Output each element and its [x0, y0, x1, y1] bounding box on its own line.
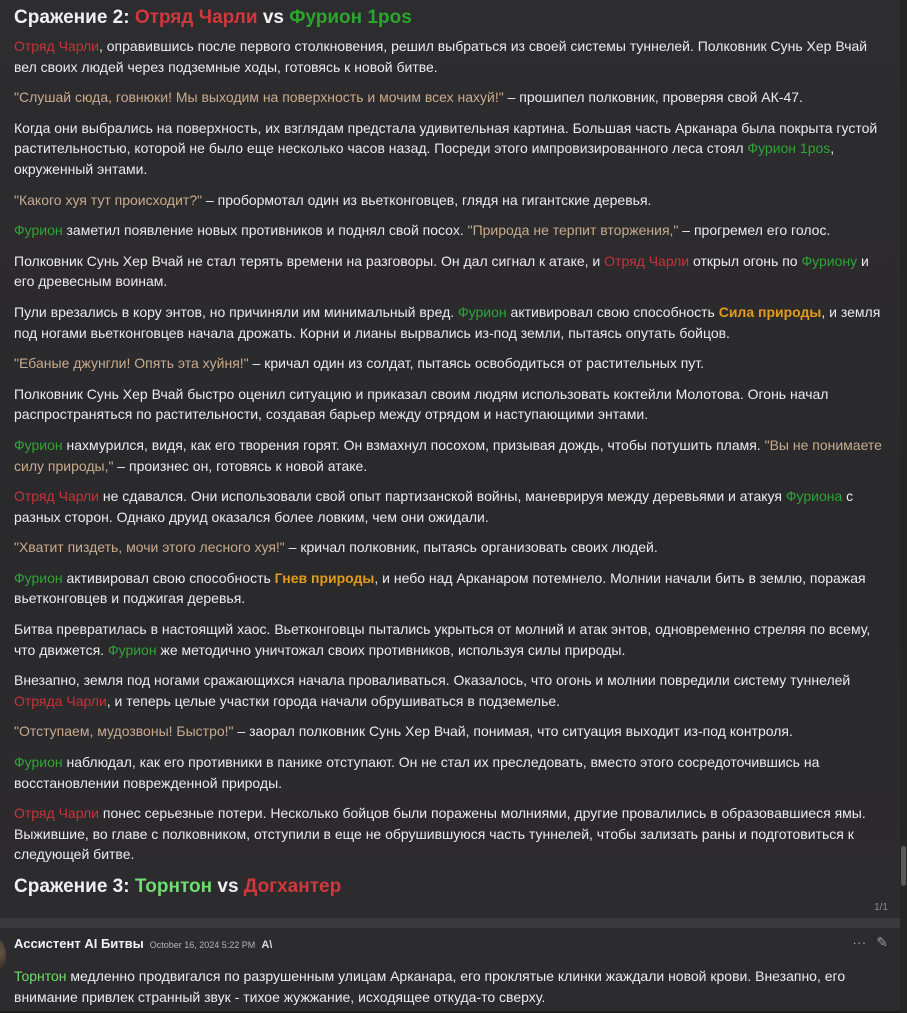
text: же методично уничтожал своих противников, используя силы природы.: [156, 641, 626, 658]
text: медленно продвигался по разрушенным улицам Арканара, его проклятые клинки жаждали новой крови. Внезапно, его внимание привлек странный звук - тихое жужжание, исходящее откуда-то сверху.: [14, 968, 846, 1005]
team-name: Торнтон: [14, 968, 67, 984]
page-counter: 1/1: [874, 902, 888, 913]
post-divider: [0, 918, 900, 928]
text: нахмурился, видя, как его творения горят. Он взмахнул посохом, призывая дождь, чтобы потушить пламя.: [62, 436, 765, 453]
paragraph: [14, 619, 890, 660]
paragraph: [14, 36, 890, 77]
text: – кричал один из солдат, пытаясь освободиться от растительных пут.: [248, 355, 705, 372]
post-actions: [852, 934, 888, 951]
paragraph: [14, 966, 892, 1007]
paragraph: [14, 752, 890, 793]
team-name: Фуриону: [801, 252, 858, 269]
battle-2-heading: [14, 6, 890, 30]
paragraph: [14, 721, 890, 742]
text: Битва превратилась в настоящий хаос. Вьетконговцы пытались укрыться от молний и атак энтов, одновременно стреляя по всему, что движется.: [14, 621, 871, 658]
paragraph: [14, 353, 890, 374]
heading-prefix: Сражение 3:: [14, 876, 130, 897]
paragraph: [14, 568, 890, 609]
team-name: Фурион: [458, 303, 507, 320]
paragraph: [14, 803, 890, 865]
battle-3-heading: [14, 875, 890, 899]
paragraph: [14, 251, 890, 292]
text: Полковник Сунь Хер Вчай быстро оценил ситуацию и приказал своим людям использовать коктейли Молотова. Огонь начал распространяться по растительности, создавая барьер между отрядом и наступающими энтами.: [14, 385, 829, 423]
team-a-name: Торнтон: [134, 876, 213, 897]
text: , и земля под ногами вьетконговцев начала дрожать. Корни и лианы вырвались из-под земли, пытаясь опутать бойцов.: [14, 303, 881, 341]
text: и его древесным воинам.: [14, 252, 869, 290]
text: – прогремел его голос.: [678, 222, 831, 239]
more-options-icon[interactable]: ···: [852, 934, 867, 950]
text: активировал свою способность: [506, 303, 719, 320]
text: – произнес он, готовясь к новой атаке.: [113, 457, 368, 474]
text: заметил появление новых противников и поднял свой посох.: [62, 222, 468, 239]
paragraph: [14, 384, 890, 425]
text: Полковник Сунь Хер Вчай не стал терять времени на разговоры. Он дал сигнал к атаке, и: [14, 252, 605, 269]
vs-label: vs: [217, 876, 239, 897]
team-b-name: Фурион 1pos: [289, 7, 412, 28]
team-name: Отряда Чарли: [14, 692, 107, 709]
quote: "Вы не понимаете силу природы,": [14, 436, 882, 474]
quote: "Какого хуя тут происходит?": [14, 191, 203, 208]
paragraph: [14, 190, 890, 211]
text: не сдавался. Они использовали свой опыт партизанской войны, маневрируя между деревьями и атакуя: [98, 488, 786, 505]
text: , и теперь целые участки города начали обрушиваться в подземелье.: [106, 692, 561, 709]
post-timestamp[interactable]: October 16, 2024 5:22 PM: [149, 940, 256, 950]
text: – прошипел полковник, проверяя свой АК-47.: [503, 89, 803, 106]
team-name: Фурион: [14, 222, 63, 239]
text: открыл огонь по: [689, 252, 802, 269]
text: , и небо над Арканаром потемнело. Молнии начали бить в землю, поражая вьетконговцев и поджигая деревья.: [14, 569, 866, 607]
text: с разных сторон. Однако друид оказался более ловким, чем они ожидали.: [14, 488, 854, 525]
team-name: Фурион: [107, 641, 157, 658]
vs-label: vs: [262, 7, 284, 28]
message-post: [0, 928, 900, 1013]
text: наблюдал, как его противники в панике отступают. Он не стал их преследовать, вместо этого сосредоточившись на восстановлении поврежденной природы.: [14, 754, 820, 791]
team-name: Фурион 1pos: [747, 140, 831, 157]
team-name: Фурион: [14, 436, 63, 453]
team-name: Фуриона: [785, 488, 843, 505]
scrollbar[interactable]: [900, 0, 907, 1013]
avatar[interactable]: [0, 938, 6, 972]
edit-icon[interactable]: ✎: [876, 934, 888, 950]
ability-name: Гнев природы: [274, 569, 375, 586]
paragraph: [14, 435, 890, 476]
paragraph: [14, 670, 890, 711]
ability-name: Сила природы: [718, 303, 822, 320]
paragraph: [14, 87, 890, 108]
text: Пули врезались в кору энтов, но причиняли им минимальный вред.: [14, 303, 459, 320]
text: – кричал полковник, пытаясь организовать своих людей.: [284, 539, 658, 556]
team-name: Отряд Чарли: [14, 805, 99, 822]
text: Внезапно, земля под ногами сражающихся начала проваливаться. Оказалось, что огонь и молнии повредили систему туннелей: [14, 672, 851, 689]
author-name[interactable]: Ассистент AI Битвы: [14, 936, 144, 951]
paragraph: [14, 118, 890, 180]
quote: "Природа не терпит вторжения,": [467, 222, 679, 239]
paragraph: [14, 486, 890, 527]
paragraph: [14, 220, 890, 241]
team-name: Отряд Чарли: [604, 252, 690, 269]
quote: "Слушай сюда, говнюки! Мы выходим на поверхность и мочим всех нахуй!": [14, 89, 504, 106]
text: – заорал полковник Сунь Хер Вчай, понимая, что ситуация выходит из-под контроля.: [233, 723, 793, 740]
quote: "Хватит пиздеть, мочи этого лесного хуя!": [14, 539, 285, 556]
heading-prefix: Сражение 2:: [14, 7, 130, 28]
text: активировал свою способность: [62, 569, 275, 586]
team-name: Отряд Чарли: [14, 488, 99, 505]
text: , оправившись после первого столкновения, решил выбраться из своей системы туннелей. Полковник Сунь Хер Вчай вел своих людей через подземные ходы, готовясь к новой битве.: [14, 38, 868, 75]
quote: "Отступаем, мудозвоны! Быстро!": [14, 723, 234, 740]
team-name: Фурион: [14, 569, 63, 586]
team-a-name: Отряд Чарли: [134, 7, 258, 28]
paragraph: [14, 302, 890, 343]
team-name: Отряд Чарли: [14, 38, 99, 54]
text: – пробормотал один из вьетконговцев, глядя на гигантские деревья.: [202, 191, 652, 208]
quote: "Ебаные джунгли! Опять эта хуйня!": [14, 355, 249, 372]
ai-badge-icon: A\: [261, 939, 273, 951]
team-name: Фурион: [14, 754, 63, 771]
team-b-name: Догхантер: [243, 876, 342, 897]
text: понес серьезные потери. Несколько бойцов были поражены молниями, другие провалились в образовавшиеся ямы. Выжившие, во главе с полковником, отступили в еще не обрушившуюся часть туннелей, чтобы зализать раны и подготовиться к следующей битве.: [14, 805, 866, 863]
scrollbar-thumb[interactable]: [901, 846, 906, 886]
text: , окруженный энтами.: [14, 140, 835, 177]
text: Когда они выбрались на поверхность, их взглядам предстала удивительная картина. Большая часть Арканара была покрыта густой растительностью, которой не было еще несколько часов назад. Посреди этого импровизированного леса стоял: [14, 119, 878, 157]
post-header: [14, 936, 272, 954]
paragraph: [14, 537, 890, 558]
